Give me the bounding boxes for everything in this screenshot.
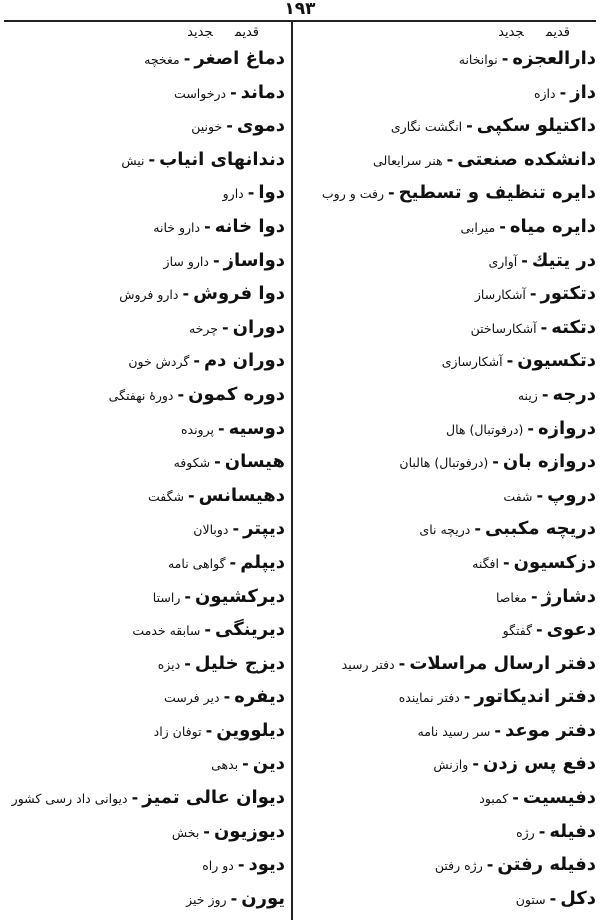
entry-new-word: سابقه خدمت [132,623,201,639]
entry-new-word: دوبالان [193,522,229,538]
entry-old-word: دفع پس زدن [482,753,596,775]
entry-old-word: دفتر موعد [505,719,596,741]
entry-old-word: دوسیه [228,417,285,439]
entry-new-word: گفتگو [502,623,533,639]
entry-new-word: بخش [171,824,200,840]
entry-old-word: دیود [248,854,285,876]
dictionary-entry [0,882,287,916]
entry-old-word: دیوزیون [213,820,285,842]
dictionary-entry [298,781,598,815]
entry-separator: - [486,855,494,875]
entry-old-word: دیوان عالی تمیز [142,787,285,809]
entry-new-word: رژه [516,824,535,840]
entry-new-word: هنر سرایعالی [373,152,443,168]
entry-old-word: دتکته [551,316,596,338]
entry-separator: - [506,351,514,371]
entry-separator: - [247,183,255,203]
page-number: ١٩٣ [284,0,316,19]
entry-separator: - [521,250,528,270]
entry-old-word: دیرینگی [215,619,285,641]
entry-new-word: رژه رفتن [434,858,483,874]
entry-new-word: شگفت [148,488,185,504]
dictionary-entry [298,848,598,882]
dictionary-entry [0,714,287,748]
entry-separator: - [536,485,544,505]
entry-new-word: (درفوتبال) هال [446,421,524,437]
entry-new-word: (درفوتبال) هالبان [399,455,489,471]
dictionary-entry [298,680,598,714]
entry-separator: - [237,855,245,875]
entry-separator: - [217,418,225,438]
entry-new-word: گواهی نامه [167,555,226,571]
entry-new-word: چرخه [188,320,219,336]
entry-new-word: خونین [191,119,223,135]
entry-old-word: دیفره [234,686,285,708]
entry-old-word: دوران دم [203,350,285,372]
entry-old-word: دروازه بان [502,451,596,473]
entry-old-word: دفیله [549,820,596,842]
entry-separator: - [538,821,546,841]
entry-new-word: دورهٔ نهفتگی [108,387,174,403]
entry-new-word: وازنش [433,757,469,773]
entry-separator: - [182,284,190,304]
dictionary-entry [298,76,598,110]
entry-new-word: دارو ساز [163,253,209,269]
left-column [0,24,287,915]
entry-new-word: دریچه نای [419,522,471,538]
entry-old-word: دیپتر [243,518,285,540]
entry-separator: - [536,620,543,640]
entry-new-word: کمبود [479,791,509,807]
header-new-label: جدید [187,25,213,40]
left-column-header [0,24,287,42]
dictionary-entry [298,412,598,446]
dictionary-entry [0,479,287,513]
entry-separator: - [463,687,471,707]
right-column [298,24,598,915]
entry-old-word: دفیله رفتن [497,854,596,876]
entry-new-word: آشکارساز [474,287,526,303]
entry-old-word: دفیسیت [522,787,596,809]
entry-separator: - [131,788,139,808]
entry-separator: - [193,351,200,371]
dictionary-entry [298,42,598,76]
entry-old-word: داز [570,81,596,103]
entry-old-word: درجه [552,383,596,405]
entry-old-word: دیزج خلیل [194,652,285,674]
entry-separator: - [466,116,473,136]
dictionary-entry [298,176,598,210]
dictionary-entry [0,815,287,849]
entry-separator: - [559,82,567,102]
entry-new-word: آشکارساختن [470,320,537,336]
entry-old-word: دماغ اصغر [194,48,285,69]
dictionary-entry [298,445,598,479]
dictionary-entry [298,210,598,244]
header-new-label: جدید [498,25,524,40]
entry-new-word: دارو [222,186,244,202]
entry-new-word: انگشت نگاری [390,119,463,135]
dictionary-entry [0,311,287,345]
entry-separator: - [148,149,156,169]
dictionary-entry [298,109,598,143]
entry-new-word: نوانخانه [458,52,498,67]
entry-separator: - [222,317,229,337]
entry-separator: - [229,552,237,572]
entry-separator: - [446,149,454,169]
dictionary-entry [298,479,598,513]
entry-old-word: دیپلم [240,551,285,573]
entry-new-word: افگنه [472,555,499,571]
entry-new-word: آشکارسازی [441,354,503,370]
entry-new-word: دفتر نماینده [398,690,460,706]
entry-new-word: سر رسید نامه [417,723,491,739]
entry-old-word: دواساز [223,249,285,271]
dictionary-entry [298,613,598,647]
dictionary-entry [298,143,598,177]
entry-separator: - [204,216,211,236]
entry-old-word: دموی [236,115,285,137]
entry-old-word: دوا فروش [193,283,285,305]
entry-old-word: دایره میاه [509,215,596,237]
entry-new-word: رفت و روب [321,186,385,202]
dictionary-entry [0,344,287,378]
right-entry-list [298,42,598,915]
entry-old-word: دوا [258,182,285,204]
entry-old-word: یورن [241,887,285,909]
entry-separator: - [177,384,185,404]
entry-new-word: روز خیز [186,891,227,907]
header-old-label: قدیم [545,25,570,40]
entry-separator: - [242,754,249,774]
entry-new-word: توفان زاد [153,723,202,739]
dictionary-entry [0,613,287,647]
entry-old-word: دندانهای انیاب [159,148,285,170]
entry-old-word: دین [252,753,285,775]
entry-separator: - [530,586,538,606]
entry-old-word: دماند [240,81,285,103]
entry-new-word: پرونده [180,421,214,437]
dictionary-entry [0,680,287,714]
dictionary-entry [0,647,287,681]
entry-new-word: دیوانی داد رسی کشور [11,791,128,807]
entry-separator: - [494,720,502,740]
entry-old-word: هیسان [224,451,285,473]
dictionary-entry [0,76,287,110]
entry-old-word: دهیسانس [198,484,285,506]
dictionary-entry [0,512,287,546]
entry-separator: - [540,317,548,337]
dictionary-entry [298,244,598,278]
entry-new-word: دیزه [157,656,181,672]
dictionary-entry [298,747,598,781]
dictionary-entry [298,815,598,849]
entry-new-word: مغخچه [144,52,180,67]
entry-old-word: دتکسیون [517,350,596,372]
entry-old-word: دفتر اندیکاتور [474,686,596,708]
entry-new-word: دارو فروش [119,287,179,303]
entry-separator: - [388,183,395,203]
dictionary-entry [298,344,598,378]
entry-new-word: آواری [488,253,518,269]
entry-new-word: دیر فرست [164,690,220,706]
entry-separator: - [492,452,499,472]
entry-old-word: دشارژ [541,585,596,607]
dictionary-entry [0,244,287,278]
header-rule [4,20,596,22]
entry-separator: - [212,250,220,270]
entry-new-word: بدهی [211,757,239,773]
entry-old-word: دارالعجزه [512,48,596,69]
dictionary-entry [0,412,287,446]
entry-old-word: دیلووین [216,719,285,741]
dictionary-entry [0,445,287,479]
entry-old-word: دزکسیون [513,551,596,573]
entry-old-word: دوره کمون [188,383,285,405]
entry-separator: - [204,620,212,640]
dictionary-entry [0,378,287,412]
entry-separator: - [223,687,231,707]
entry-new-word: دارو خانه [153,219,201,235]
dictionary-entry [0,580,287,614]
entry-separator: - [205,720,213,740]
entry-new-word: میرابی [460,219,496,235]
entry-new-word: دازه [533,85,556,101]
dictionary-entry [0,546,287,580]
dictionary-entry [298,580,598,614]
entry-separator: - [232,519,240,539]
column-divider [291,22,293,920]
entry-old-word: دروپ [547,484,596,506]
entry-separator: - [499,216,506,236]
dictionary-entry [0,781,287,815]
left-entry-list [0,42,287,915]
entry-old-word: دانشکده صنعتی [457,148,596,170]
entry-old-word: دعوی [546,619,596,641]
entry-separator: - [188,485,195,505]
entry-old-word: دریچه مکببی [484,518,596,540]
entry-separator: - [474,519,481,539]
entry-separator: - [230,888,238,908]
entry-new-word: شکوفه [173,455,211,471]
dictionary-entry [0,277,287,311]
dictionary-entry [298,512,598,546]
entry-old-word: داکتیلو سکپی [476,115,596,137]
entry-separator: - [184,653,191,673]
entry-separator: - [398,653,406,673]
entry-new-word: گردش خون [128,354,190,370]
entry-old-word: در یتیك [531,249,596,271]
entry-old-word: دروازه [538,417,596,439]
dictionary-entry [298,277,598,311]
dictionary-entry [0,42,287,76]
entry-old-word: دایره تنظیف و تسطیح [398,182,596,204]
entry-separator: - [512,788,519,808]
dictionary-entry [298,714,598,748]
entry-separator: - [184,586,192,606]
dictionary-entry [0,109,287,143]
entry-separator: - [501,49,509,68]
entry-new-word: مغاصا [495,589,527,605]
entry-new-word: شفت [503,488,533,504]
entry-new-word: ستون [515,891,546,907]
dictionary-entry [0,176,287,210]
entry-old-word: دوران [232,316,285,338]
header-old-label: قدیم [234,25,259,40]
entry-old-word: دفتر ارسال مراسلات [409,652,596,674]
entry-separator: - [549,888,557,908]
entry-separator: - [502,552,510,572]
dictionary-entry [298,546,598,580]
entry-separator: - [472,754,479,774]
entry-separator: - [541,384,549,404]
dictionary-entry [298,311,598,345]
entry-separator: - [183,49,191,68]
entry-separator: - [214,452,221,472]
dictionary-entry [298,647,598,681]
entry-separator: - [226,116,233,136]
dictionary-entry [298,378,598,412]
dictionary-entry [0,747,287,781]
entry-new-word: دو راه [202,858,234,874]
dictionary-entry [0,143,287,177]
dictionary-entry [0,210,287,244]
entry-new-word: دفتر رسید [341,656,395,672]
entry-old-word: دوا خانه [214,215,285,237]
entry-new-word: درخواست [174,85,227,101]
dictionary-entry [0,848,287,882]
entry-separator: - [529,284,537,304]
dictionary-entry [298,882,598,916]
entry-separator: - [230,82,237,102]
entry-separator: - [203,821,210,841]
entry-new-word: راستا [152,589,181,605]
right-column-header [298,24,598,42]
entry-separator: - [527,418,535,438]
entry-old-word: دتکتور [540,283,596,305]
entry-old-word: دکل [560,887,596,909]
entry-new-word: نیش [121,152,145,168]
entry-new-word: زینه [517,387,538,403]
entry-old-word: دیرکشیون [195,585,285,607]
